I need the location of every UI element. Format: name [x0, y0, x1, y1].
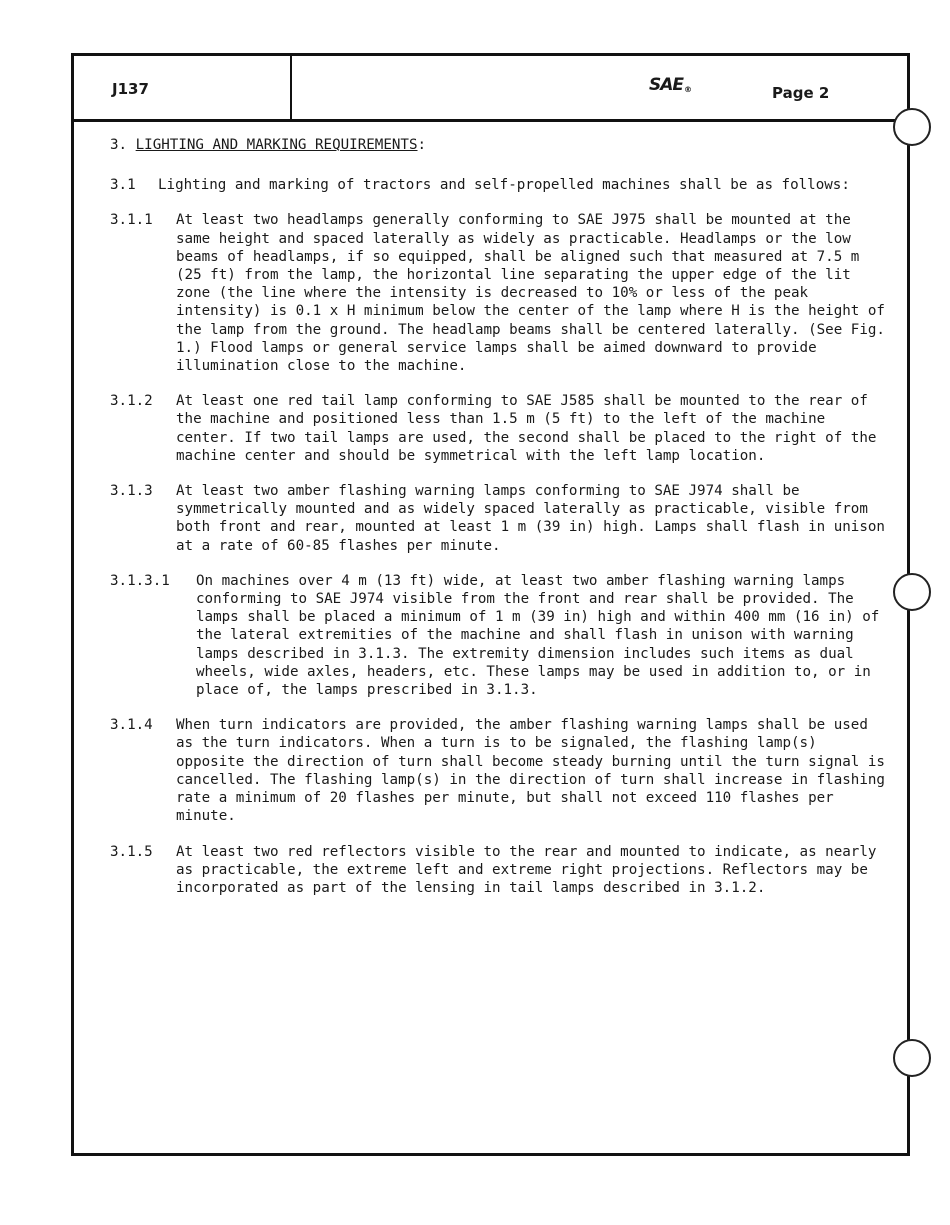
paragraph-3-1-1	[110, 211, 890, 375]
paragraph-text: At least two amber flashing warning lamps conforming to SAE J974 shall be symmetrically mounted and as widely spaced laterally as practicable, visible from both front and rear, mounted at least 1 m (39 in) high. Lamps shall flash in unison at a rate of 60-85 flashes per minute.	[176, 483, 885, 554]
paragraph-number: 3.1.3	[110, 483, 153, 500]
section-title: LIGHTING AND MARKING REQUIREMENTS	[135, 137, 418, 153]
paragraph-number: 3.1.5	[110, 843, 153, 860]
sae-logo-mark: ®	[684, 85, 692, 94]
section-heading	[110, 136, 890, 154]
paragraph-3-1-5	[110, 843, 890, 898]
binder-hole-top	[893, 108, 931, 146]
section-title-suffix: :	[417, 137, 427, 153]
paragraph-number: 3.1.2	[110, 393, 153, 410]
paragraph-3-1-3	[110, 482, 890, 555]
paragraph-text: Lighting and marking of tractors and self-propelled machines shall be as follows:	[158, 177, 850, 194]
page-number: Page 2	[772, 84, 830, 102]
paragraph-3-1	[110, 176, 890, 194]
section-number: 3.	[110, 137, 128, 153]
paragraph-3-1-2	[110, 392, 890, 465]
document-body	[110, 136, 890, 914]
page-header	[74, 56, 907, 122]
paragraph-text: When turn indicators are provided, the amber flashing warning lamps shall be used as the turn indicators. When a turn is to be signaled, the flashing lamp(s) opposite the direction of turn shall become steady burning until the turn signal is cancelled. The flashing lamp(s) in the direction of turn shall increase in flashing rate a minimum of 20 flashes per minute, but shall not exceed 110 flashes per minute.	[176, 717, 885, 825]
paragraph-3-1-3-1	[110, 572, 890, 699]
paragraph-text: At least two headlamps generally conforming to SAE J975 shall be mounted at the same height and spaced laterally as widely as practicable. Headlamps or the low beams of headlamps, if so equipped, shall be aligned such that measured at 7.5 m (25 ft) from the lamp, the horizontal line separating the upper edge of the lit zone (the line where the intensity is decreased to 10% or less of the peak intensity) is 0.1 x H minimum below the center of the lamp where H is the height of the lamp from the ground. The headlamp beams shall be centered laterally. (See Fig. 1.) Flood lamps or general service lamps shall be aimed downward to provide illumination close to the machine.	[176, 212, 885, 375]
paragraph-3-1-4	[110, 716, 890, 825]
paragraph-text: On machines over 4 m (13 ft) wide, at least two amber flashing warning lamps conforming to SAE J974 visible from the front and rear shall be provided. The lamps shall be placed a minimum of 1 m (39 in) high and within 400 mm (16 in) of the lateral extremities of the machine and shall flash in unison with warning lamps described in 3.1.3. The extremity dimension includes such items as dual wheels, wide axles, headers, etc. These lamps may be used in addition to, or in place of, the lamps prescribed in 3.1.3.	[196, 572, 880, 699]
paragraph-text: At least two red reflectors visible to the rear and mounted to indicate, as nearly as practicable, the extreme left and extreme right projections. Reflectors may be incorporated as part of the lensing in tail lamps described in 3.1.2.	[176, 843, 877, 896]
document-id: J137	[112, 80, 149, 98]
paragraph-number: 3.1.3.1	[110, 572, 170, 589]
paragraph-text: At least one red tail lamp conforming to SAE J585 shall be mounted to the rear of the machine and positioned less than 1.5 m (5 ft) to the left of the machine center. If two tail lamps are used, the second shall be placed to the right of the machine center and should be symmetrical with the left lamp location.	[176, 393, 877, 464]
paragraph-number: 3.1.1	[110, 212, 153, 229]
binder-hole-bottom	[893, 1039, 931, 1077]
sae-logo-text: SAE	[649, 75, 684, 95]
paragraph-number: 3.1	[110, 177, 136, 194]
header-divider	[290, 56, 292, 119]
sae-logo	[649, 75, 691, 95]
paragraph-number: 3.1.4	[110, 717, 153, 734]
binder-hole-middle	[893, 573, 931, 611]
